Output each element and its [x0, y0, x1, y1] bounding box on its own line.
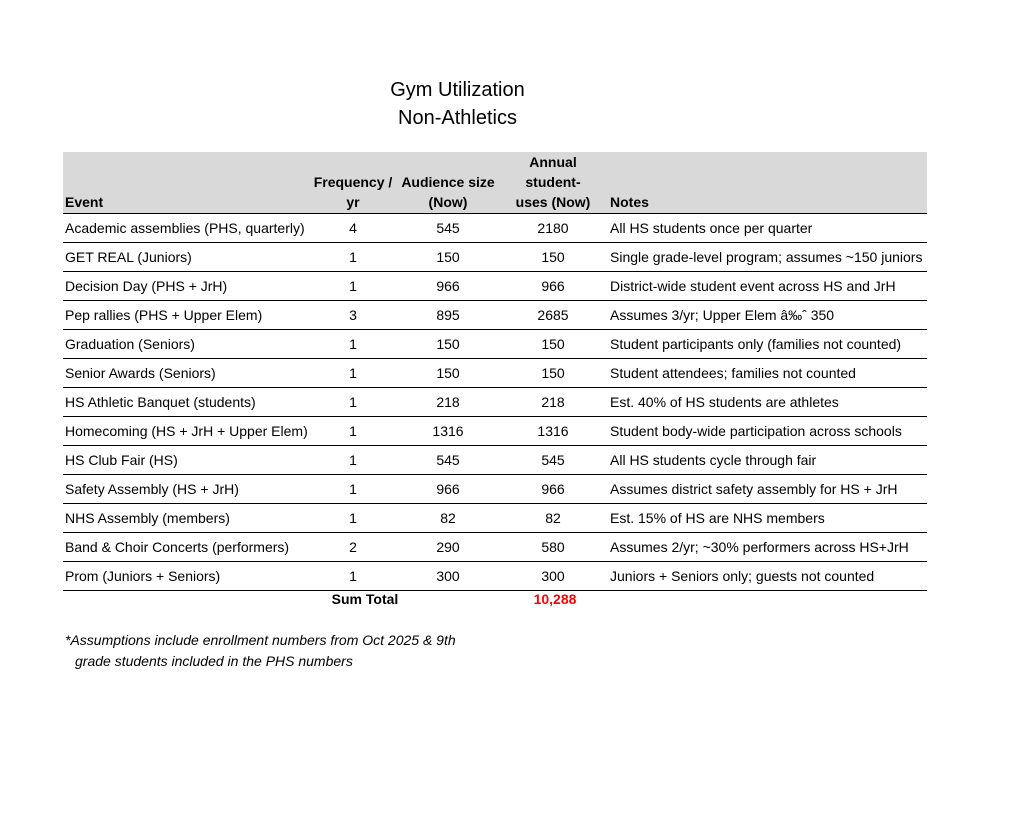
cell-frequency: 4 [308, 214, 398, 243]
table-row [63, 359, 927, 388]
table-row [63, 301, 927, 330]
header-annual-uses [498, 152, 608, 214]
cell-frequency: 1 [308, 330, 398, 359]
sum-total-label: Sum Total [331, 591, 399, 607]
cell-event: Decision Day (PHS + JrH) [63, 272, 308, 301]
cell-audience: 966 [398, 475, 498, 504]
cell-event: Senior Awards (Seniors) [63, 359, 308, 388]
cell-frequency: 3 [308, 301, 398, 330]
cell-frequency: 1 [308, 446, 398, 475]
cell-notes: Student attendees; families not counted [608, 359, 927, 388]
cell-notes: Juniors + Seniors only; guests not counted [608, 562, 927, 591]
header-notes [608, 152, 927, 214]
cell-notes: Assumes 2/yr; ~30% performers across HS+JrH [608, 533, 927, 562]
header-frequency-line2: yr [346, 194, 360, 210]
cell-annual-uses: 150 [498, 359, 608, 388]
cell-event: HS Athletic Banquet (students) [63, 388, 308, 417]
cell-audience: 300 [398, 562, 498, 591]
header-event [63, 152, 308, 214]
cell-notes: Est. 15% of HS are NHS members [608, 504, 927, 533]
cell-annual-uses: 966 [498, 272, 608, 301]
cell-audience: 1316 [398, 417, 498, 446]
cell-frequency: 1 [308, 475, 398, 504]
cell-event: Prom (Juniors + Seniors) [63, 562, 308, 591]
cell-frequency: 1 [308, 562, 398, 591]
table-row [63, 446, 927, 475]
footnote-line1: *Assumptions include enrollment numbers from Oct 2025 & 9th [65, 632, 456, 648]
cell-notes: All HS students cycle through fair [608, 446, 927, 475]
header-event-label: Event [65, 194, 104, 210]
cell-audience: 545 [398, 214, 498, 243]
cell-annual-uses: 2685 [498, 301, 608, 330]
cell-event: GET REAL (Juniors) [63, 243, 308, 272]
cell-event: NHS Assembly (members) [63, 504, 308, 533]
table-row [63, 214, 927, 243]
page-title: Gym Utilization [390, 79, 525, 101]
cell-annual-uses: 545 [498, 446, 608, 475]
cell-annual-uses: 580 [498, 533, 608, 562]
header-audience-line2: (Now) [428, 194, 468, 210]
cell-notes: Student participants only (families not counted) [608, 330, 927, 359]
cell-frequency: 2 [308, 533, 398, 562]
header-annual-line2: uses (Now) [515, 194, 591, 210]
cell-audience: 290 [398, 533, 498, 562]
footnote-line2: grade students included in the PHS numbers [75, 653, 353, 669]
table-row [63, 533, 927, 562]
cell-event: Pep rallies (PHS + Upper Elem) [63, 301, 308, 330]
table-row [63, 562, 927, 591]
cell-audience: 218 [398, 388, 498, 417]
page-subtitle: Non-Athletics [398, 107, 517, 129]
table-row [63, 475, 927, 504]
cell-event: Graduation (Seniors) [63, 330, 308, 359]
cell-annual-uses: 82 [498, 504, 608, 533]
cell-notes: Single grade-level program; assumes ~150 juniors [608, 243, 927, 272]
cell-annual-uses: 150 [498, 243, 608, 272]
cell-annual-uses: 300 [498, 562, 608, 591]
sum-total-value: 10,288 [533, 591, 577, 607]
header-notes-label: Notes [610, 194, 649, 210]
cell-event: Academic assemblies (PHS, quarterly) [63, 214, 308, 243]
cell-event: Homecoming (HS + JrH + Upper Elem) [63, 417, 308, 446]
cell-frequency: 1 [308, 243, 398, 272]
cell-notes: Assumes district safety assembly for HS + JrH [608, 475, 927, 504]
cell-notes: Student body-wide participation across schools [608, 417, 927, 446]
cell-audience: 150 [398, 330, 498, 359]
cell-notes: Est. 40% of HS students are athletes [608, 388, 927, 417]
cell-frequency: 1 [308, 417, 398, 446]
table-header [63, 152, 927, 214]
cell-audience: 150 [398, 243, 498, 272]
cell-annual-uses: 150 [498, 330, 608, 359]
cell-notes: All HS students once per quarter [608, 214, 927, 243]
header-annual-line1: Annual student- [525, 154, 581, 190]
cell-audience: 545 [398, 446, 498, 475]
header-audience [398, 152, 498, 214]
table-body [63, 214, 927, 591]
cell-annual-uses: 218 [498, 388, 608, 417]
table-row [63, 504, 927, 533]
footnote [65, 630, 456, 672]
cell-notes: District-wide student event across HS and JrH [608, 272, 927, 301]
cell-frequency: 1 [308, 504, 398, 533]
cell-audience: 895 [398, 301, 498, 330]
cell-notes: Assumes 3/yr; Upper Elem â‰ˆ 350 [608, 301, 927, 330]
header-row [63, 152, 927, 214]
header-frequency [308, 152, 398, 214]
cell-frequency: 1 [308, 388, 398, 417]
header-audience-line1: Audience size [401, 174, 495, 190]
cell-audience: 150 [398, 359, 498, 388]
cell-frequency: 1 [308, 359, 398, 388]
table-row [63, 243, 927, 272]
cell-audience: 82 [398, 504, 498, 533]
cell-event: Safety Assembly (HS + JrH) [63, 475, 308, 504]
table-row [63, 272, 927, 301]
cell-annual-uses: 2180 [498, 214, 608, 243]
cell-audience: 966 [398, 272, 498, 301]
cell-event: HS Club Fair (HS) [63, 446, 308, 475]
cell-event: Band & Choir Concerts (performers) [63, 533, 308, 562]
cell-frequency: 1 [308, 272, 398, 301]
table-row [63, 417, 927, 446]
cell-annual-uses: 1316 [498, 417, 608, 446]
utilization-table [63, 152, 927, 591]
table-row [63, 388, 927, 417]
header-frequency-line1: Frequency / [313, 174, 393, 190]
cell-annual-uses: 966 [498, 475, 608, 504]
table-row [63, 330, 927, 359]
